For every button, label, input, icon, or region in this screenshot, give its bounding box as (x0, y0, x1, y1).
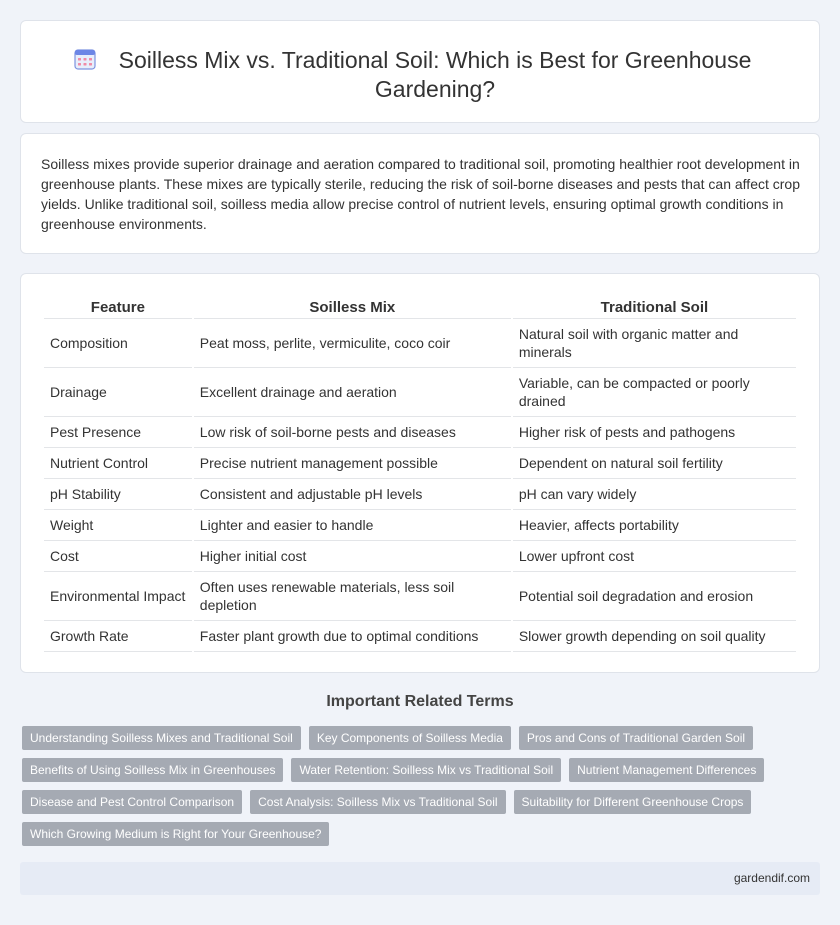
soilless-cell: Often uses renewable materials, less soil depletion (194, 572, 511, 621)
traditional-cell: Lower upfront cost (513, 541, 796, 572)
comparison-card (20, 273, 820, 673)
table-row (44, 572, 796, 621)
header-feature: Feature (44, 295, 192, 319)
traditional-cell: Heavier, affects portability (513, 510, 796, 541)
feature-cell: Weight (44, 510, 192, 541)
soilless-cell: Lighter and easier to handle (194, 510, 511, 541)
related-terms-title: Important Related Terms (326, 693, 514, 710)
related-term-link[interactable]: Cost Analysis: Soilless Mix vs Traditional Soil (250, 790, 505, 814)
soilless-cell: Higher initial cost (194, 541, 511, 572)
comparison-table (42, 295, 798, 652)
table-row (44, 510, 796, 541)
related-term-link[interactable]: Which Growing Medium is Right for Your Greenhouse? (22, 822, 329, 846)
table-row (44, 448, 796, 479)
table-row (44, 417, 796, 448)
feature-cell: Environmental Impact (44, 572, 192, 621)
traditional-cell: Higher risk of pests and pathogens (513, 417, 796, 448)
footer (20, 862, 820, 895)
page-title: Soilless Mix vs. Traditional Soil: Which is Best for Greenhouse Gardening? (118, 47, 752, 102)
feature-cell: Nutrient Control (44, 448, 192, 479)
header-card (20, 20, 820, 123)
traditional-cell: Variable, can be compacted or poorly drained (513, 368, 796, 417)
related-term-link[interactable]: Nutrient Management Differences (569, 758, 764, 782)
soilless-cell: Consistent and adjustable pH levels (194, 479, 511, 510)
related-term-link[interactable]: Understanding Soilless Mixes and Traditional Soil (22, 726, 301, 750)
traditional-cell: Natural soil with organic matter and minerals (513, 319, 796, 368)
header-traditional-soil: Traditional Soil (513, 295, 796, 319)
traditional-cell: Potential soil degradation and erosion (513, 572, 796, 621)
soilless-cell: Low risk of soil-borne pests and diseases (194, 417, 511, 448)
traditional-cell: Dependent on natural soil fertility (513, 448, 796, 479)
feature-cell: Growth Rate (44, 621, 192, 652)
related-term-link[interactable]: Water Retention: Soilless Mix vs Traditional Soil (291, 758, 561, 782)
related-term-link[interactable]: Pros and Cons of Traditional Garden Soil (519, 726, 753, 750)
table-header-row (44, 295, 796, 319)
feature-cell: Cost (44, 541, 192, 572)
intro-card (20, 133, 820, 254)
table-row (44, 479, 796, 510)
related-term-link[interactable]: Benefits of Using Soilless Mix in Greenhouses (22, 758, 283, 782)
soilless-cell: Peat moss, perlite, vermiculite, coco coir (194, 319, 511, 368)
soilless-cell: Faster plant growth due to optimal conditions (194, 621, 511, 652)
soilless-cell: Excellent drainage and aeration (194, 368, 511, 417)
traditional-cell: pH can vary widely (513, 479, 796, 510)
table-row (44, 368, 796, 417)
traditional-cell: Slower growth depending on soil quality (513, 621, 796, 652)
related-terms-list (22, 726, 782, 854)
table-row (44, 319, 796, 368)
site-name[interactable]: gardendif.com (733, 871, 810, 885)
related-term-link[interactable]: Key Components of Soilless Media (309, 726, 511, 750)
intro-paragraph: Soilless mixes provide superior drainage and aeration compared to traditional soil, promoting healthier root development in greenhouse plants. These mixes are typically sterile, reducing the risk of soil-borne diseases and pests that can affect crop yields. Unlike traditional soil, soilless media allow precise control of nutrient levels, ensuring optimal growth conditions in greenhouse environments. (41, 156, 801, 232)
related-term-link[interactable]: Suitability for Different Greenhouse Crops (514, 790, 752, 814)
table-row (44, 621, 796, 652)
table-row (44, 541, 796, 572)
feature-cell: Composition (44, 319, 192, 368)
feature-cell: Pest Presence (44, 417, 192, 448)
soilless-cell: Precise nutrient management possible (194, 448, 511, 479)
related-term-link[interactable]: Disease and Pest Control Comparison (22, 790, 242, 814)
header-soilless-mix: Soilless Mix (194, 295, 511, 319)
feature-cell: pH Stability (44, 479, 192, 510)
feature-cell: Drainage (44, 368, 192, 417)
